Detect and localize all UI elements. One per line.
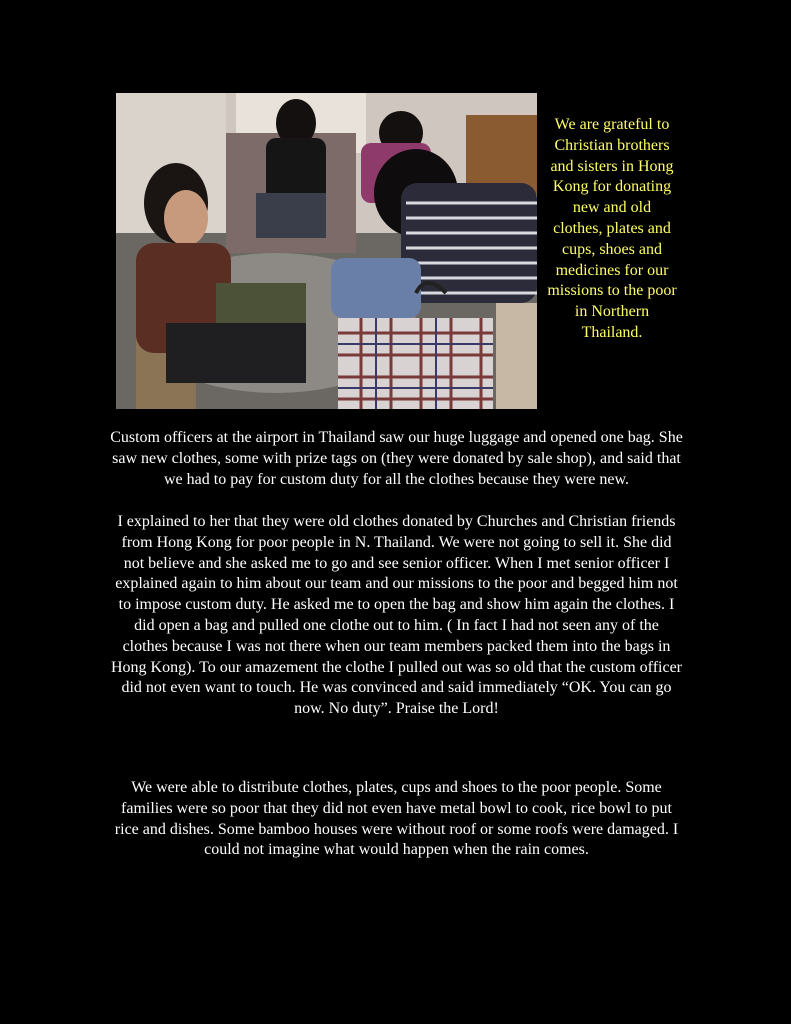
paragraph-distribution: We were able to distribute clothes, plates, cups and shoes to the poor people. Some families were so poor that they did not even have metal bowl to cook, rice bowl to put rice and dishes. Some bamboo houses were without roof or some roofs were damaged. I could not imagine what would happen when the rain comes. — [114, 779, 679, 859]
photo-illustration — [116, 93, 537, 409]
paragraph-customs: Custom officers at the airport in Thailand saw our huge luggage and opened one bag. She saw new clothes, some with prize tags on (they were donated by sale shop), and said that we had to pay for custom duty for all the clothes because they were new. — [110, 429, 683, 488]
photo-women-packing-clothes — [116, 93, 537, 409]
photo-caption: We are grateful to Christian brothers and sisters in Hong Kong for donating new and old clothes, plates and cups, shoes and medicines for our missions to the poor in Northern Thailand. — [547, 116, 677, 341]
paragraph-senior-officer: I explained to her that they were old clothes donated by Churches and Christian friends from Hong Kong for poor people in N. Thailand. We were not going to sell it. She did not believe and she asked me to go and see senior officer. When I met senior officer I explained again to him about our team and our missions to the poor and begged him not to impose custom duty. He asked me to open the bag and show him again the clothes. I did open a bag and pulled one clothe out to him. ( In fact I had not seen any of the clothes because I was not there when our team members packed them into the bags in Hong Kong). To our amazement the clothe I pulled out was so old that the custom officer did not even want to touch. He was convinced and said immediately “OK. You can go now. No duty”. Praise the Lord! — [110, 513, 683, 718]
